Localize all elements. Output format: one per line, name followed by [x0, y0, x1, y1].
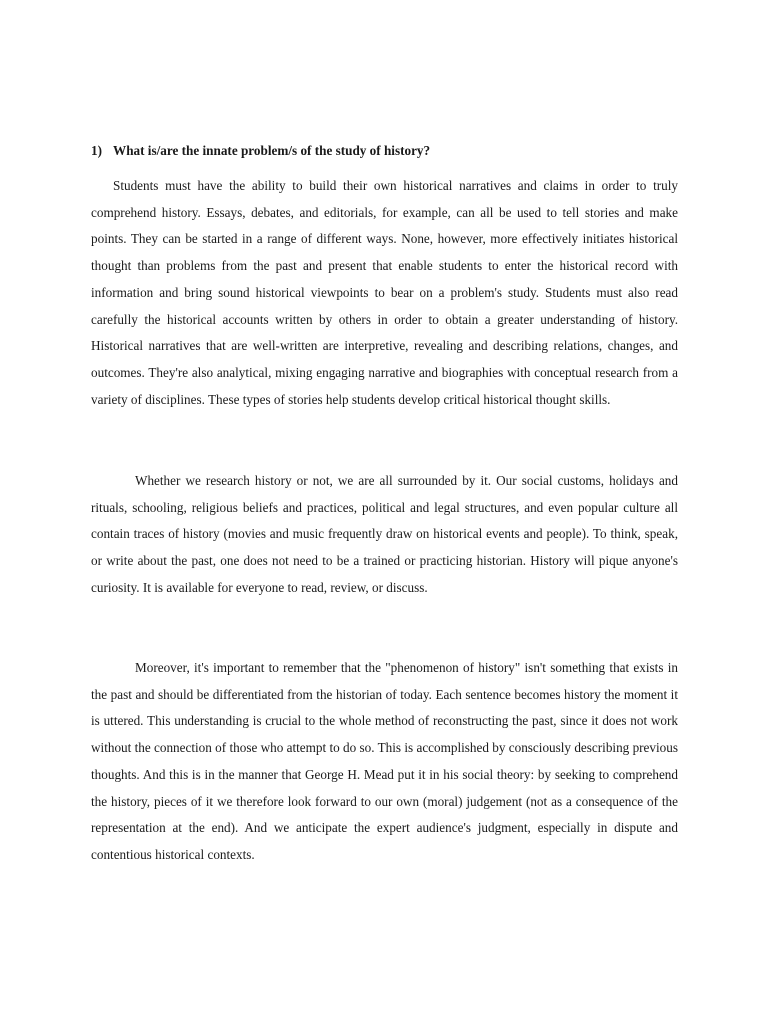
paragraph-3: Moreover, it's important to remember that the "phenomenon of history" isn't something that exists in the past and should be differentiated from the historian of today. Each sentence becomes history the moment it is uttered. This understanding is crucial to the whole method of reconstructing the past, since it does not work without the connection of those who attempt to do so. This is accomplished by consciously describing previous thoughts. And this is in the manner that George H. Mead put it in his social theory: by seeking to comprehend the history, pieces of it we therefore look forward to our own (moral) judgement (not as a consequence of the representation at the end). And we anticipate the expert audience's judgment, especially in dispute and contentious historical contexts. [91, 660, 678, 862]
question-number: 1) [91, 143, 102, 158]
paragraph-2: Whether we research history or not, we are all surrounded by it. Our social customs, holidays and rituals, schooling, religious beliefs and practices, political and legal structures, and even popular culture all contain traces of history (movies and music frequently draw on historical events and people). To think, speak, or write about the past, one does not need to be a trained or practicing historian. History will pique anyone's curiosity. It is available for everyone to read, review, or discuss. [91, 473, 678, 595]
paragraph-1: Students must have the ability to build their own historical narratives and claims in order to truly comprehend history. Essays, debates, and editorials, for example, can all be used to tell stories and make points. They can be started in a range of different ways. None, however, more effectively initiates historical thought than problems from the past and present that enable students to enter the historical record with information and bring sound historical viewpoints to bear on a problem's study. Students must also read carefully the historical accounts written by others in order to obtain a greater understanding of history. Historical narratives that are well-written are interpretive, revealing and describing relations, changes, and outcomes. They're also analytical, mixing engaging narrative and biographies with conceptual research from a variety of disciplines. These types of stories help students develop critical historical thought skills. [91, 178, 678, 407]
question-heading [91, 141, 691, 161]
question-text: What is/are the innate problem/s of the study of history? [113, 143, 431, 158]
